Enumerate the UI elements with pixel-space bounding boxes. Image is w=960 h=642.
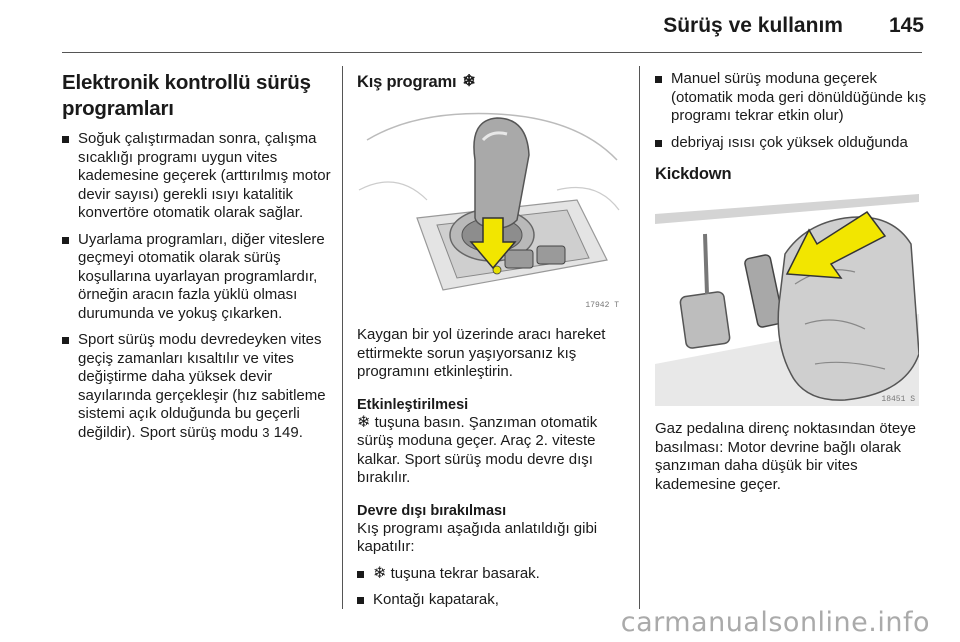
column-divider-1 [342,66,343,609]
deactivation-list-continued [655,70,930,152]
list-item: Sport sürüş modu devredeyken vites geçiş zamanları kısaltılır ve vites değiştirme daha yüksek devir sayılarında gerçekleşir (hız sabitleme sistemi açık olduğunda bu geçerli değildir). Sport sürüş modu 3 149. [62,331,332,442]
column-divider-2 [639,66,640,609]
site-watermark: carmanualsonline.info [620,607,930,638]
activation-heading: Etkinleştirilmesi [357,396,469,413]
deactivation-text: Kış programı aşağıda anlatıldığı gibi kapatılır: [357,519,598,555]
heading-electronic-programs: Elektronik kontrollü sürüş programları [62,71,311,120]
kickdown-figure [655,194,919,406]
deactivation-heading: Devre dışı bırakılması [357,502,507,519]
activation-text: ❄ tuşuna basın. Şanzıman otomatik sürüş moduna geçer. Araç 2. viteste kalkar. Sport sürüş modu devre dışı bırakılır. [357,413,598,486]
deactivation-list [357,565,625,610]
gear-selector-illustration [357,100,623,312]
page-header [663,14,924,38]
figure-code: 17942 T [585,301,619,310]
heading-winter-program: Kış programı ❄ [357,73,476,91]
list-item: Kontağı kapatarak, [357,591,625,610]
section-title: Sürüş ve kullanım [663,14,843,37]
list-item: ❄ tuşuna tekrar basarak. [357,565,625,584]
snowflake-icon: ❄ [373,564,387,582]
column-3 [655,70,930,494]
gear-selector-figure [357,100,623,312]
column-2 [357,70,625,610]
header-divider [62,52,922,53]
list-item: Manuel sürüş moduna geçerek (otomatik moda geri dönüldüğünde kış programı tekrar etkin olur) [655,70,930,126]
snowflake-icon: ❄ [462,73,476,90]
kickdown-illustration [655,194,919,406]
kickdown-text: Gaz pedalına direnç noktasından öteye basılması: Motor devrine bağlı olarak şanzıman daha düşük bir vites kademesine geçer. [655,420,917,493]
page-reference-arrow-icon: 3 [262,424,270,440]
heading-kickdown: Kickdown [655,165,732,183]
column-1 [62,70,332,442]
figure-code: 18451 S [881,395,915,404]
list-item: debriyaj ısısı çok yüksek olduğunda [655,134,930,153]
page-number: 145 [888,14,924,37]
program-list [62,130,332,442]
list-item: Uyarlama programları, diğer viteslere geçmeyi otomatik olarak sürüş koşullarına uyarlayan programlardır, örneğin aracın fazla yüklü olması durumunda ve yokuş çıkarken. [62,231,332,324]
list-item: Soğuk çalıştırmadan sonra, çalışma sıcaklığı programı uygun vites kademesine geçerek (arttırılmış motor devir sayısı) gerekli ısıyı katalitik konvertöre otomatik olarak sağlar. [62,130,332,223]
snowflake-icon: ❄ [357,413,371,431]
page-reference[interactable]: 149. [273,423,303,441]
winter-intro: Kaygan bir yol üzerinde aracı hareket ettirmekte sorun yaşıyorsanız kış programını etkinleştirin. [357,326,606,380]
